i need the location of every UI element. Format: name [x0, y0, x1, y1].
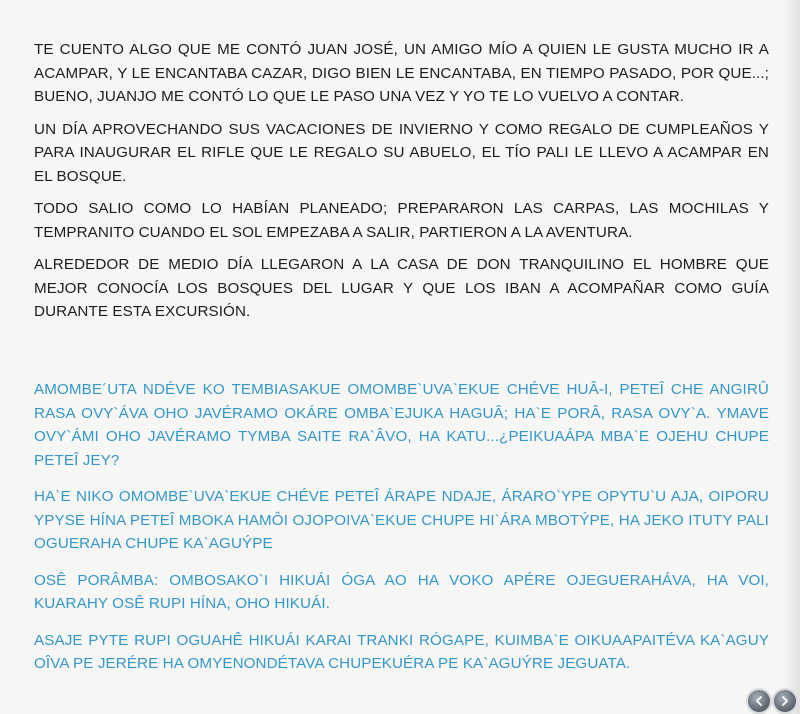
guarani-paragraph-4: ASAJE PYTE RUPI OGUAHÊ HIKUÁI KARAI TRANKI RÓGAPE, KUIMBA`E OIKUAAPAITÉVA KA`AGUY OÎVA PE JERÉRE HA OMYENONDÉTAVA CHUPEKUÉRA PE KA`AGUÝRE JEGUATA. — [34, 631, 769, 672]
prev-page-button[interactable] — [748, 690, 770, 712]
guarani-paragraph-1: AMOMBE´UTA NDÉVE KO TEMBIASAKUE OMOMBE`UVA`EKUE CHÉVE HUÂ-I, PETEÎ CHE ANGIRÛ RASA OVY`ÁVA OHO JAVÉRAMO OKÁRE OMBA`EJUKA HAGUÂ; HA`E PORÂ, RASA OVY`A. YMAVE OVY`ÁMI OHO JAVÉRAMO TYMBA SAITE RA`ÂVO, HA KATU...¿PEIKUAÁPA MBA`E OJEHU CHUPE PETEÎ JEY? — [34, 381, 769, 469]
spanish-text-block — [34, 38, 769, 333]
next-page-button[interactable] — [774, 690, 796, 712]
arrow-right-icon — [778, 694, 792, 708]
page-navigation — [748, 690, 796, 712]
spanish-paragraph-1: TE CUENTO ALGO QUE ME CONTÓ JUAN JOSÉ, UN AMIGO MÍO A QUIEN LE GUSTA MUCHO IR A ACAMPAR, Y LE ENCANTABA CAZAR, DIGO BIEN LE ENCANTABA, EN TIEMPO PASADO, POR QUE...; BUENO, JUANJO ME CONTÓ LO QUE LE PASO UNA VEZ Y YO TE LO VUELVO A CONTAR. — [34, 41, 769, 105]
arrow-left-icon — [752, 694, 766, 708]
guarani-paragraph-2: HA`E NIKO OMOMBE`UVA`EKUE CHÉVE PETEÎ ÁRAPE NDAJE, ÁRARO`YPE OPYTU`U AJA, OIPORU YPYSE HÍNA PETEÎ MBOKA HAMÔI OJOPOIVA`EKUE CHUPE HI`ÁRA MBOTÝPE, HA JEKO ITUTY PALI OGUERAHA CHUPE KA`AGUÝPE — [34, 488, 769, 552]
page-edge-shadow — [782, 0, 800, 714]
guarani-text-block — [34, 378, 769, 689]
spanish-paragraph-3: TODO SALIO COMO LO HABÍAN PLANEADO; PREPARARON LAS CARPAS, LAS MOCHILAS Y TEMPRANITO CUANDO EL SOL EMPEZABA A SALIR, PARTIERON A LA AVENTURA. — [34, 200, 769, 241]
spanish-paragraph-2: UN DÍA APROVECHANDO SUS VACACIONES DE INVIERNO Y COMO REGALO DE CUMPLEAÑOS Y PARA INAUGURAR EL RIFLE QUE LE REGALO SU ABUELO, EL TÍO PALI LE LLEVO A ACAMPAR EN EL BOSQUE. — [34, 120, 769, 185]
guarani-paragraph-3: OSÊ PORÂMBA: OMBOSAKO`I HIKUÁI ÓGA AO HA VOKO APÉRE OJEGUERAHÁVA, HA VOI, KUARAHY OSÊ RUPI HÍNA, OHO HIKUÁI. — [34, 571, 769, 612]
spanish-paragraph-4: ALREDEDOR DE MEDIO DÍA LLEGARON A LA CASA DE DON TRANQUILINO EL HOMBRE QUE MEJOR CONOCÍA LOS BOSQUES DEL LUGAR Y QUE LOS IBAN A ACOMPAÑAR COMO GUÍA DURANTE ESTA EXCURSIÓN. — [34, 256, 769, 320]
